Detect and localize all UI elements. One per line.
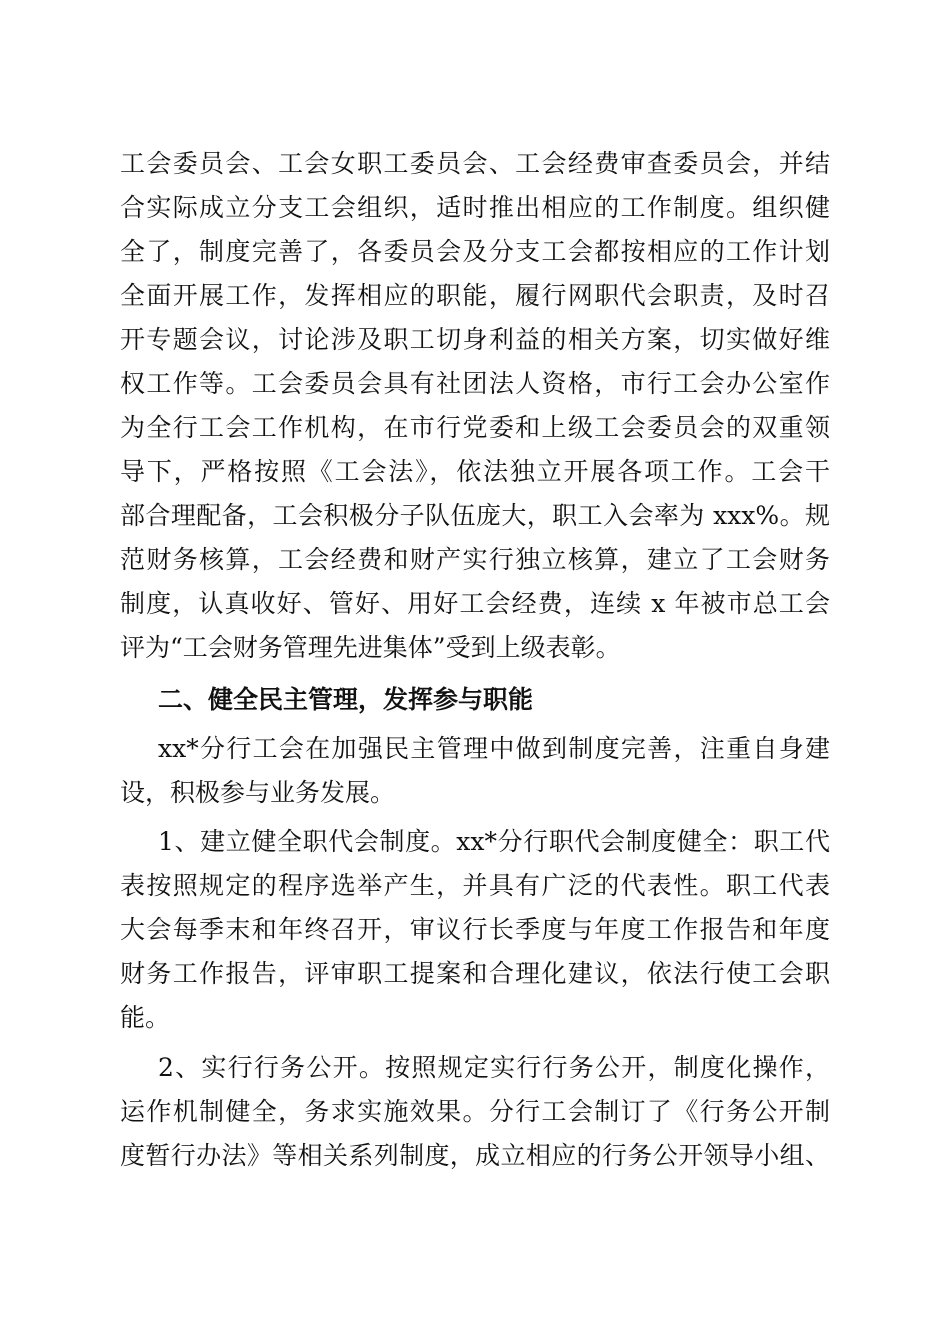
text-line: 为全行工会工作机构，在市行党委和上级工会委员会的双重领 — [120, 413, 830, 442]
text-line: 大会每季末和年终召开，审议行长季度与年度工作报告和年度 — [120, 915, 830, 944]
text-line: 工会委员会、工会女职工委员会、工会经费审查委员会，并结 — [120, 149, 830, 178]
text-line: 1、建立健全职代会制度。xx*分行职代会制度健全：职工代 — [158, 827, 830, 856]
text-line: xx*分行工会在加强民主管理中做到制度完善，注重自身建 — [158, 734, 830, 763]
text-line: 制度，认真收好、管好、用好工会经费，连续 x 年被市总工会 — [120, 589, 830, 618]
text-line: 全面开展工作，发挥相应的职能，履行网职代会职责，及时召 — [120, 281, 830, 310]
text-line: 能。 — [120, 1003, 171, 1032]
text-line: 度暂行办法》等相关系列制度，成立相应的行务公开领导小组、 — [120, 1141, 830, 1170]
text-line: 2、实行行务公开。按照规定实行行务公开，制度化操作， — [158, 1053, 830, 1082]
text-line: 部合理配备，工会积极分子队伍庞大，职工入会率为 xxx%。规 — [120, 501, 830, 530]
text-line: 开专题会议，讨论涉及职工切身利益的相关方案，切实做好维 — [120, 325, 830, 354]
text-line: 权工作等。工会委员会具有社团法人资格，市行工会办公室作 — [120, 369, 830, 398]
section-heading: 二、健全民主管理，发挥参与职能 — [158, 685, 534, 714]
text-line: 财务工作报告，评审职工提案和合理化建议，依法行使工会职 — [120, 959, 830, 988]
text-line: 范财务核算，工会经费和财产实行独立核算，建立了工会财务 — [120, 545, 830, 574]
text-line: 合实际成立分支工会组织，适时推出相应的工作制度。组织健 — [120, 193, 830, 222]
text-line: 设，积极参与业务发展。 — [120, 778, 396, 807]
text-line: 表按照规定的程序选举产生，并具有广泛的代表性。职工代表 — [120, 871, 830, 900]
text-line: 评为“工会财务管理先进集体”受到上级表彰。 — [120, 633, 621, 662]
text-line: 全了，制度完善了，各委员会及分支工会都按相应的工作计划 — [120, 237, 830, 266]
text-line: 运作机制健全，务求实施效果。分行工会制订了《行务公开制 — [120, 1097, 830, 1126]
text-line: 导下，严格按照《工会法》，依法独立开展各项工作。工会干 — [120, 457, 830, 486]
